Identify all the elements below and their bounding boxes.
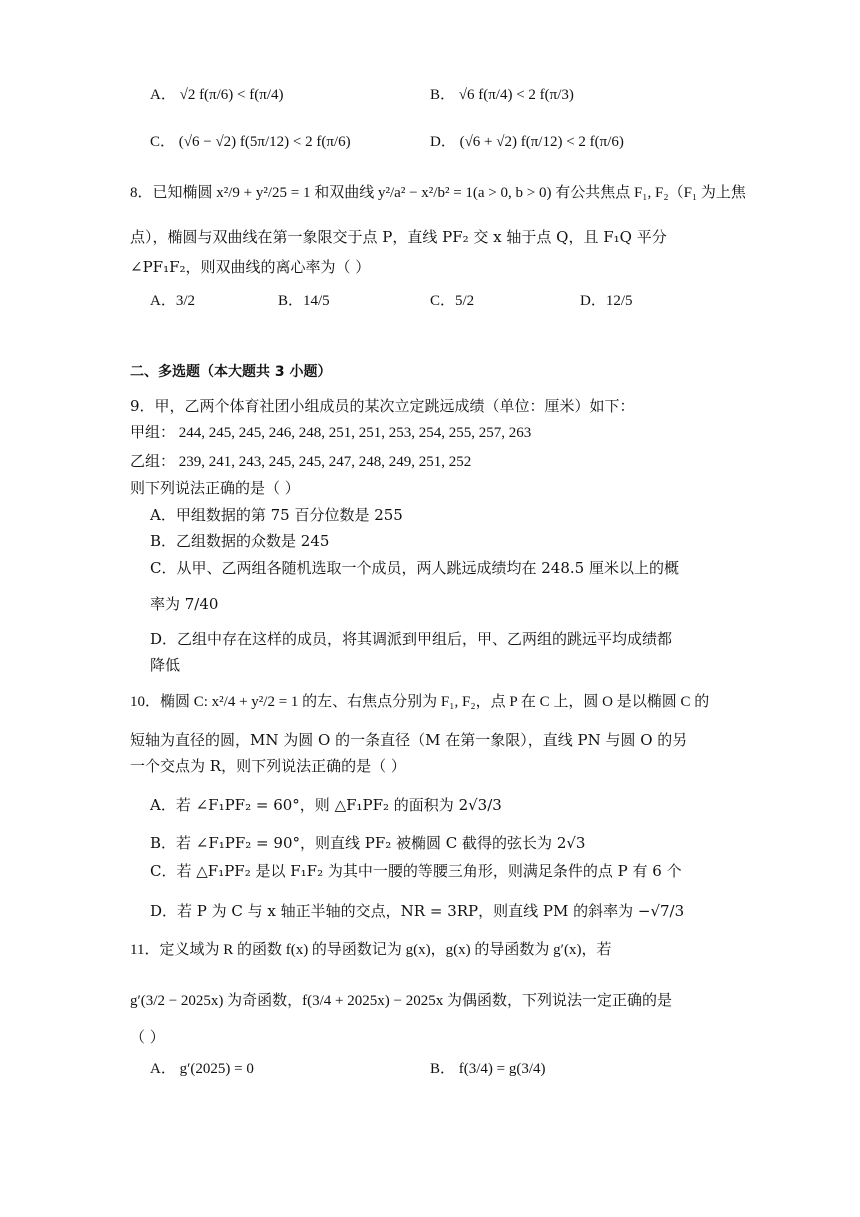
q10-option-c[interactable]: C．若 △F₁PF₂ 是以 F₁F₂ 为其中一腰的等腰三角形，则满足条件的点 P 有 6 个 <box>150 862 682 880</box>
q8-option-a[interactable]: A．3/2 <box>150 293 196 309</box>
q11-stem-line-1: 11．定义域为 R 的函数 f(x) 的导函数记为 g(x)，g(x) 的导函数为 g′(x)，若 <box>130 942 612 958</box>
q9-stem: 9．甲，乙两个体育社团小组成员的某次立定跳远成绩（单位：厘米）如下： <box>130 397 635 415</box>
q9-option-b[interactable]: B．乙组数据的众数是 245 <box>150 532 330 550</box>
q9-question: 则下列说法正确的是（ ） <box>130 479 300 497</box>
q8-option-b[interactable]: B．14/5 <box>278 293 330 309</box>
q8-option-d[interactable]: D．12/5 <box>580 293 633 309</box>
q7-option-a[interactable]: A． √2 f(π/6) < f(π/4) <box>150 87 284 103</box>
q10-option-a[interactable]: A．若 ∠F₁PF₂ = 60°，则 △F₁PF₂ 的面积为 2√3/3 <box>150 796 502 814</box>
q7-option-b[interactable]: B． √6 f(π/4) < 2 f(π/3) <box>430 87 574 103</box>
q9-group-a-data: 甲组： 244, 245, 245, 246, 248, 251, 251, 253, 254, 255, 257, 263 <box>130 425 532 441</box>
q11-stem-line-2: g′(3/2 − 2025x) 为奇函数，f(3/4 + 2025x) − 2025x 为偶函数，下列说法一定正确的是 <box>130 993 672 1009</box>
q9-group-b-data: 乙组： 239, 241, 243, 245, 245, 247, 248, 249, 251, 252 <box>130 454 472 470</box>
q9-option-d-continued: 降低 <box>150 656 181 674</box>
q8-stem-line-1: 8．已知椭圆 x²/9 + y²/25 = 1 和双曲线 y²/a² − x²/b² = 1(a > 0, b > 0) 有公共焦点 F₁, F₂（F₁ 为上焦 <box>130 185 746 201</box>
q10-stem-line-1: 10．椭圆 C: x²/4 + y²/2 = 1 的左、右焦点分别为 F₁, F₂，点 P 在 C 上，圆 O 是以椭圆 C 的 <box>130 694 710 710</box>
q10-option-b[interactable]: B．若 ∠F₁PF₂ = 90°，则直线 PF₂ 被椭圆 C 截得的弦长为 2√3 <box>150 834 586 852</box>
q10-stem-line-2: 短轴为直径的圆，MN 为圆 O 的一条直径（M 在第一象限），直线 PN 与圆 O 的另 <box>130 731 688 749</box>
q8-stem-line-3: ∠PF₁F₂，则双曲线的离心率为（ ） <box>130 258 371 276</box>
q11-option-a[interactable]: A． g′(2025) = 0 <box>150 1061 254 1077</box>
q8-stem-line-2: 点），椭圆与双曲线在第一象限交于点 P，直线 PF₂ 交 x 轴于点 Q，且 F₁Q 平分 <box>130 228 667 246</box>
q11-option-b[interactable]: B． f(3/4) = g(3/4) <box>430 1061 546 1077</box>
q9-option-d[interactable]: D．乙组中存在这样的成员，将其调派到甲组后，甲、乙两组的跳远平均成绩都 <box>150 630 673 648</box>
q7-option-d[interactable]: D． (√6 + √2) f(π/12) < 2 f(π/6) <box>430 134 624 150</box>
q9-option-c-continued: 率为 7/40 <box>150 595 219 613</box>
q11-stem-line-3: （ ） <box>130 1028 165 1046</box>
section-title-multi-choice: 二、多选题（本大题共 3 小题） <box>130 364 332 380</box>
q10-option-d[interactable]: D．若 P 为 C 与 x 轴正半轴的交点，NR = 3RP，则直线 PM 的斜率为 −√7/3 <box>150 902 685 920</box>
q9-option-a[interactable]: A．甲组数据的第 75 百分位数是 255 <box>150 506 403 524</box>
q9-option-c[interactable]: C．从甲、乙两组各随机选取一个成员，两人跳远成绩均在 248.5 厘米以上的概 <box>150 559 679 577</box>
q7-option-c[interactable]: C． (√6 − √2) f(5π/12) < 2 f(π/6) <box>150 134 351 150</box>
q10-stem-line-3: 一个交点为 R，则下列说法正确的是（ ） <box>130 757 406 775</box>
q8-option-c[interactable]: C．5/2 <box>430 293 475 309</box>
